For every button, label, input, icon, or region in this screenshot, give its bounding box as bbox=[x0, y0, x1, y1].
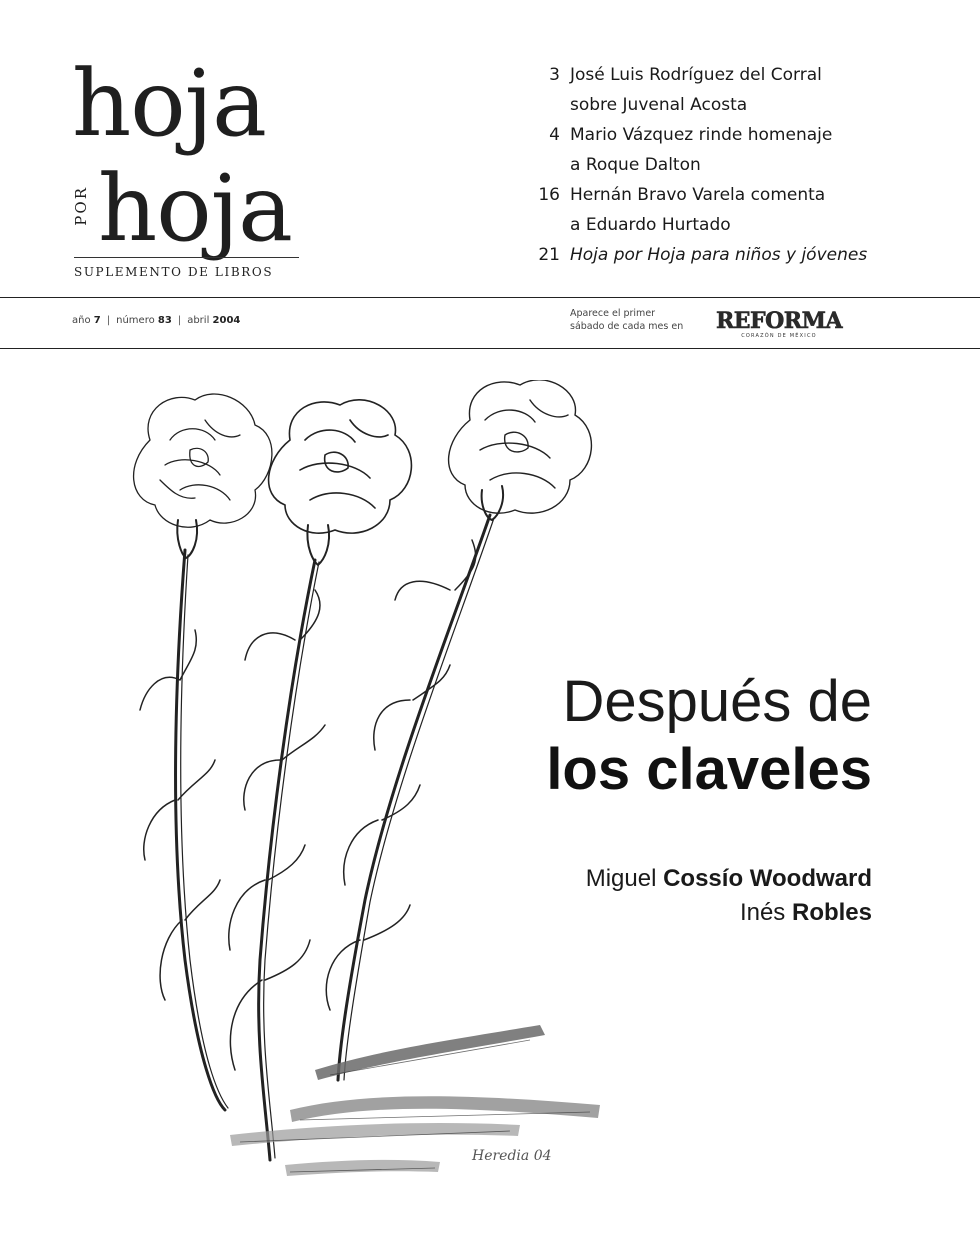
contents-text: Hoja por Hoja para niños y jóvenes bbox=[570, 245, 868, 265]
issue-info: año 7 | número 83 | abril 2004 bbox=[72, 315, 241, 326]
headline-line1: Después de bbox=[562, 669, 872, 734]
contents-page: 4 bbox=[549, 125, 560, 145]
headline bbox=[546, 668, 872, 804]
logo-por: POR bbox=[72, 186, 90, 226]
contents-page: 16 bbox=[538, 185, 560, 205]
svg-text:CORAZÓN DE MÉXICO: CORAZÓN DE MÉXICO bbox=[741, 333, 817, 339]
svg-text:REFORMA: REFORMA bbox=[715, 308, 843, 334]
headline-line2: los claveles bbox=[546, 737, 872, 802]
contents-item[interactable] bbox=[530, 60, 890, 120]
table-of-contents bbox=[530, 60, 890, 270]
contents-item[interactable] bbox=[530, 240, 890, 270]
reforma-logo bbox=[697, 306, 862, 340]
masthead-logo bbox=[72, 50, 312, 288]
logo-tagline: SUPLEMENTO DE LIBROS bbox=[74, 265, 274, 279]
contents-text: Mario Vázquez rinde homenaje a Roque Dalton bbox=[570, 125, 833, 175]
author: Miguel Cossío Woodward bbox=[585, 865, 872, 892]
contents-text: Hernán Bravo Varela comenta a Eduardo Hurtado bbox=[570, 185, 826, 235]
appears-note: Aparece el primer sábado de cada mes en bbox=[570, 308, 684, 332]
contents-item[interactable] bbox=[530, 180, 890, 240]
logo-word-top: hoja bbox=[72, 50, 267, 157]
logo-rule bbox=[74, 257, 299, 258]
contents-item[interactable] bbox=[530, 120, 890, 180]
contents-page: 21 bbox=[538, 245, 560, 265]
issue-band bbox=[0, 297, 980, 349]
authors bbox=[586, 862, 872, 930]
contents-page: 3 bbox=[549, 65, 560, 85]
contents-text: José Luis Rodríguez del Corral sobre Juvenal Acosta bbox=[570, 65, 822, 115]
logo-word-bottom: hoja bbox=[98, 155, 293, 262]
author: Inés Robles bbox=[739, 899, 872, 926]
artist-signature: Heredia 04 bbox=[472, 1148, 552, 1164]
